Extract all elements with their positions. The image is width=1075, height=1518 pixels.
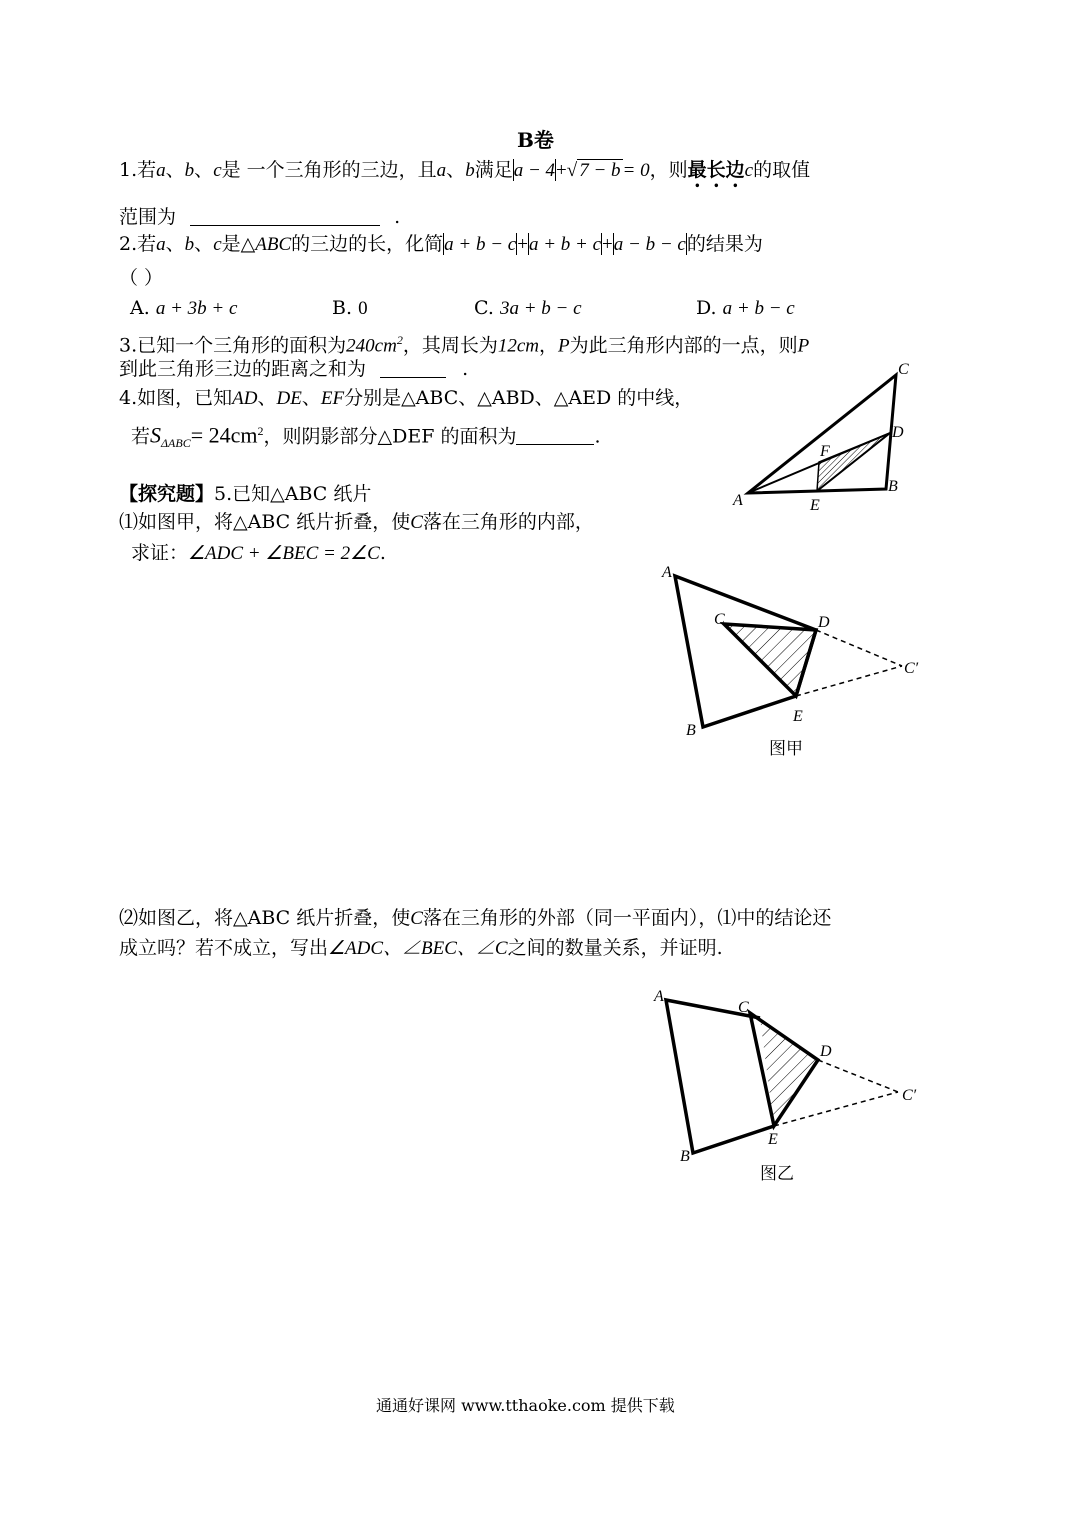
abs-expression: a − b − c	[613, 234, 686, 255]
perimeter-value: 12cm	[497, 335, 539, 357]
figure-q4-triangle	[720, 360, 920, 520]
q1-text: 范围为	[119, 206, 177, 228]
q4-text: 如图，已知	[137, 387, 233, 409]
area-value: = 24cm	[190, 422, 258, 448]
sqrt-expression: 7 − b	[579, 160, 621, 181]
question-5-prove	[131, 541, 386, 566]
dashed-line-ec	[796, 666, 902, 696]
segment-ef: EF	[320, 388, 345, 409]
question-5-part-2-line-1	[119, 906, 831, 931]
period: .	[379, 542, 386, 564]
angle-expression: ∠ADC、∠BEC、∠C	[328, 938, 508, 959]
option-b[interactable]	[332, 296, 368, 321]
q2-number: 2.	[119, 233, 138, 255]
var-a: a	[156, 160, 166, 181]
question-4-line-2	[131, 419, 601, 455]
var-b: b	[184, 234, 195, 255]
sep: 、	[165, 233, 185, 255]
q1-number: 1.	[119, 159, 138, 181]
prove-expression: ∠ADC + ∠BEC = 2∠C	[188, 543, 380, 564]
label-a: A	[654, 988, 664, 1005]
option-a[interactable]	[130, 296, 237, 321]
q5-text: 5.已知△ABC 纸片	[214, 483, 372, 505]
q1-text: 的取值	[753, 159, 811, 181]
question-5-part-1	[119, 510, 594, 535]
triangle-name: ABC	[255, 234, 292, 255]
figure-jia	[650, 555, 940, 765]
dashed-line-dc	[816, 630, 902, 666]
question-2-line-1	[119, 232, 763, 257]
subscript: ΔABC	[161, 436, 191, 451]
q1-text: ，则	[649, 159, 688, 181]
label-b: B	[680, 1148, 690, 1165]
q5-text: 落在三角形的外部（同一平面内），⑴中的结论还	[422, 907, 832, 929]
label-d: D	[818, 614, 830, 631]
var-c: c	[213, 234, 222, 255]
label-a: A	[662, 564, 672, 581]
q3-text: ，其周长为	[402, 334, 498, 357]
label-c: C	[714, 611, 725, 628]
plus-sign: +	[602, 234, 613, 255]
q1-text: 是 一个三角形的三边，且	[221, 159, 437, 181]
option-expr: a + 3b + c	[155, 298, 238, 319]
label-e: E	[768, 1131, 778, 1148]
abs-expression: a + b + c	[528, 234, 602, 255]
sep: 、	[446, 159, 466, 181]
period: .	[394, 206, 401, 228]
point-c: C	[410, 512, 423, 533]
answer-blank[interactable]	[190, 225, 380, 226]
label-c: C	[898, 361, 909, 378]
shaded-triangle-def	[817, 433, 890, 491]
period: .	[594, 425, 601, 448]
q3-text: 已知一个三角形的面积为	[137, 334, 347, 357]
question-1-line-2	[119, 205, 400, 229]
period: .	[462, 358, 469, 380]
q5-text: ⑴如图甲，将△ABC 纸片折叠，使	[119, 511, 411, 533]
question-5-part-2-line-2	[119, 936, 723, 961]
option-d[interactable]	[696, 296, 795, 321]
var-p: P	[797, 335, 810, 357]
sep: 、	[257, 387, 277, 409]
label-e: E	[810, 497, 820, 514]
q4-text: ，则阴影部分△DEF 的面积为	[263, 425, 517, 448]
sep: 、	[194, 233, 214, 255]
question-4-line-1	[119, 386, 693, 411]
q3-text: ，	[538, 334, 558, 357]
label-c: C	[738, 999, 749, 1016]
point-c: C	[410, 908, 423, 929]
label-d: D	[820, 1043, 832, 1060]
dashed-line-dc	[818, 1060, 898, 1092]
label-c-prime: C′	[902, 1087, 917, 1104]
option-label: C.	[474, 297, 494, 319]
radical-sign: √	[566, 160, 578, 181]
label-f: F	[820, 443, 830, 460]
var-b: b	[184, 160, 195, 181]
question-3-line-1	[119, 328, 809, 358]
q5-text: ⑵如图乙，将△ABC 纸片折叠，使	[119, 907, 411, 929]
label-a: A	[733, 492, 743, 509]
q1-text: 若	[137, 159, 157, 181]
section-title: B卷	[517, 128, 554, 152]
question-3-line-2	[119, 357, 468, 381]
emphasis-longest-side: 最长边	[687, 159, 745, 181]
answer-blank[interactable]	[380, 377, 446, 378]
figure-yi	[640, 980, 940, 1190]
answer-parentheses: （ ）	[119, 267, 164, 289]
q5-text: 之间的数量关系，并证明.	[507, 937, 723, 959]
option-label: D.	[696, 297, 717, 319]
area-value: 240cm	[346, 335, 397, 357]
var-b: b	[465, 160, 475, 181]
answer-blank[interactable]	[516, 444, 594, 445]
abs-expression: a + b − c	[444, 234, 517, 255]
sep: 、	[165, 159, 185, 181]
option-label: B.	[332, 297, 353, 319]
q2-text: 是△	[221, 233, 256, 255]
superscript: 2	[396, 333, 403, 347]
folded-triangle-cde	[724, 624, 816, 696]
var-p: P	[558, 335, 570, 357]
question-1-line-1	[119, 158, 810, 192]
var-a: a	[436, 160, 447, 181]
q2-text: 的结果为	[686, 233, 763, 255]
label-d: D	[892, 424, 904, 441]
q4-text: 分别是△ABC、△ABD、△AED 的中线，	[344, 387, 694, 409]
sep: 、	[301, 387, 321, 409]
question-5-heading	[119, 482, 371, 506]
plus-sign: +	[517, 234, 528, 255]
q4-text: 若	[131, 425, 151, 448]
figure-caption: 图甲	[769, 739, 803, 759]
abs-expression: a − 4	[513, 160, 556, 181]
quadrilateral-outline	[666, 1000, 774, 1153]
q5-text: 成立吗？若不成立，写出	[119, 937, 329, 959]
label-c-prime: C′	[904, 660, 919, 677]
q3-number: 3.	[119, 334, 138, 357]
prove-label: 求证：	[131, 542, 189, 564]
sep: 、	[194, 159, 214, 181]
q3-text: 为此三角形内部的一点，则	[569, 334, 798, 357]
option-expr: 0	[358, 298, 368, 319]
q2-text: 的三边的长，化简	[291, 233, 444, 255]
plus-sign: +	[556, 160, 567, 181]
q5-text: 落在三角形的内部，	[422, 511, 594, 533]
label-e: E	[793, 708, 803, 725]
label-b: B	[686, 722, 696, 739]
page-footer: 通通好课网 www.tthaoke.com 提供下载	[376, 1396, 675, 1415]
label-b: B	[888, 478, 898, 495]
segment-ad: AD	[232, 388, 258, 409]
q2-text: 若	[137, 233, 157, 255]
option-label: A.	[130, 297, 150, 319]
var-c: c	[213, 160, 222, 181]
q4-number: 4.	[119, 387, 138, 409]
var-a: a	[156, 234, 166, 255]
q3-text: 到此三角形三边的距离之和为	[119, 358, 367, 380]
equation-rhs: = 0	[622, 160, 650, 181]
option-expr: a + b − c	[722, 298, 795, 319]
figure-caption: 图乙	[760, 1164, 794, 1184]
option-c[interactable]	[474, 296, 582, 321]
exploration-tag: 【探究题】	[119, 483, 215, 505]
q1-text: 满足	[474, 159, 513, 181]
var-c: c	[744, 160, 754, 181]
superscript: 2	[257, 424, 264, 438]
option-expr: 3a + b − c	[499, 298, 582, 319]
segment-de: DE	[276, 388, 302, 409]
area-symbol: S	[150, 422, 162, 448]
